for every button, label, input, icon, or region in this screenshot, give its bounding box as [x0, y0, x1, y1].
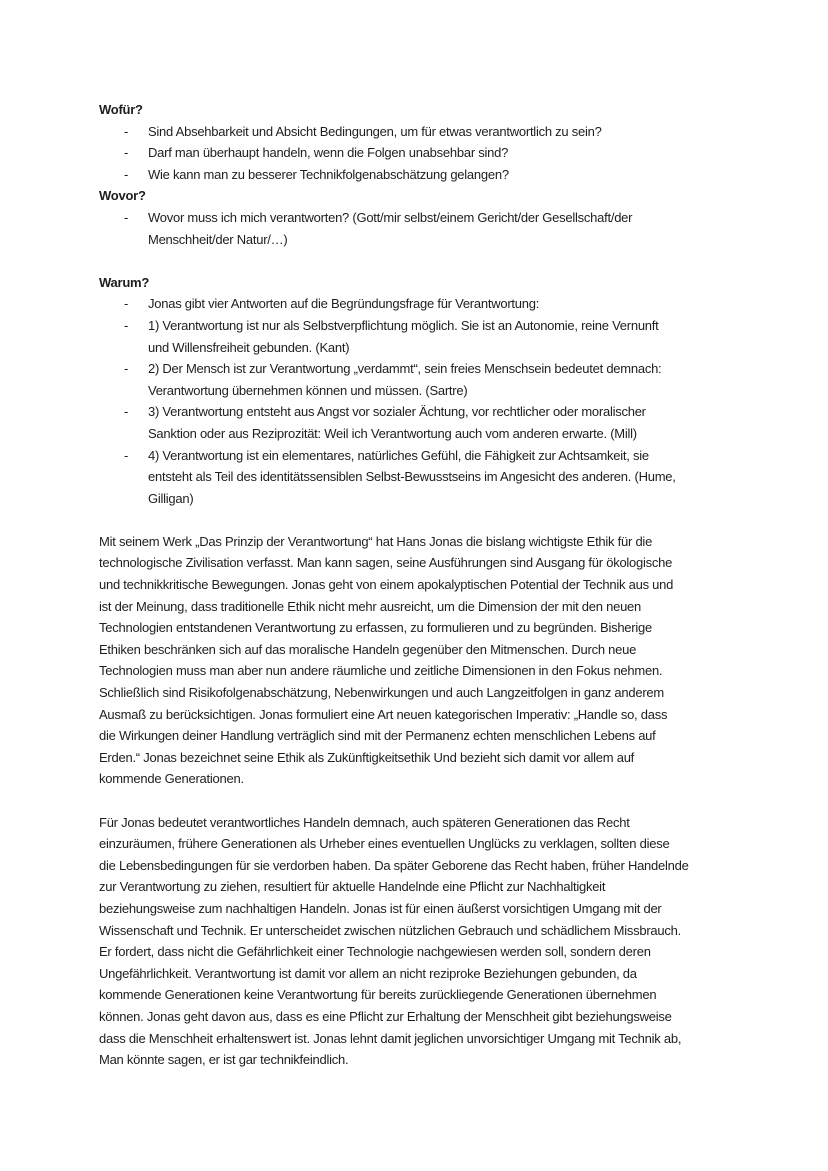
paragraph-line: beziehungsweise zum nachhaltigen Handeln. Jonas ist für einen äußerst vorsichtigen Umgang mit der — [99, 900, 662, 916]
bullet-item — [99, 401, 689, 444]
paragraph-line: ist der Meinung, dass traditionelle Ethik nicht mehr ausreicht, um die Dimension der mit den neuen — [99, 598, 642, 614]
bullet-dash: - — [124, 123, 129, 139]
paragraph-line: dass die Menschheit erhaltenswert ist. Jonas lehnt damit jeglichen unvorsichtiger Umgang mit Technik ab, — [99, 1030, 682, 1046]
bullet-item — [99, 315, 689, 358]
section-1 — [99, 185, 689, 250]
section-2 — [99, 272, 689, 510]
bullet-line — [99, 207, 689, 229]
bullet-item — [99, 121, 689, 143]
paragraph-line: die Wirkungen deiner Handlung verträglich sind mit der Permanenz echten menschlichen Lebens auf — [99, 728, 656, 744]
bullet-line — [99, 315, 689, 337]
paragraph-0 — [99, 531, 689, 790]
paragraph-line: und technikkritische Bewegungen. Jonas geht von einem apokalyptischen Potential der Technik aus und — [99, 577, 674, 593]
blank-line — [99, 509, 689, 531]
paragraph-line: Ethiken beschränken sich auf das moralische Handeln gegenüber den Mitmenschen. Durch neue — [99, 641, 637, 657]
bullet-text: 4) Verantwortung ist ein elementares, natürliches Gefühl, die Fähigkeit zur Achtsamkeit, sie — [148, 447, 649, 463]
bullet-text: 1) Verantwortung ist nur als Selbstverpflichtung möglich. Sie ist an Autonomie, reine Vernunft — [148, 317, 659, 333]
bullet-line — [99, 423, 689, 445]
bullet-line — [99, 142, 689, 164]
bullet-line — [99, 164, 689, 186]
bullet-dash: - — [124, 296, 129, 312]
bullet-text: Menschheit/der Natur/…) — [148, 231, 288, 247]
section-heading: Warum? — [99, 274, 150, 290]
bullet-item — [99, 358, 689, 401]
section-heading: Wofür? — [99, 102, 143, 117]
document-page — [99, 99, 689, 1071]
paragraph-line: kommende Generationen keine Verantwortung für bereits zurückliegende Generationen übernehmen — [99, 987, 657, 1003]
bullet-text: Wie kann man zu besserer Technikfolgenabschätzung gelangen? — [148, 166, 509, 182]
paragraph-line: Technologien muss man aber nun andere räumliche und zeitliche Dimensionen in den Fokus nehmen. — [99, 663, 663, 679]
paragraph-line: Wissenschaft und Technik. Er unterscheidet zwischen nützlichen Gebrauch und schädlichem Missbrauch. — [99, 922, 681, 938]
paragraph-line: Er fordert, dass nicht die Gefährlichkeit einer Technologie nachgewiesen werden soll, sondern deren — [99, 944, 651, 960]
paragraph-line: zur Verantwortung zu ziehen, resultiert für aktuelle Handelnde eine Pflicht zur Nachhaltigkeit — [99, 879, 606, 895]
bullet-dash: - — [124, 447, 129, 463]
paragraph-line: Technologien entstandenen Verantwortung zu erfassen, zu formulieren und zu begründen. Bisherige — [99, 620, 652, 636]
bullet-dash: - — [124, 145, 129, 161]
bullet-item — [99, 164, 689, 186]
paragraph-line: die Lebensbedingungen für sie verdorben haben. Da später Geborene das Recht haben, früher Handelnde — [99, 857, 689, 873]
paragraph-line: Mit seinem Werk „Das Prinzip der Verantwortung“ hat Hans Jonas die bislang wichtigste Ethik für die — [99, 533, 653, 549]
bullet-text: Jonas gibt vier Antworten auf die Begründungsfrage für Verantwortung: — [148, 296, 540, 312]
bullet-dash: - — [124, 317, 129, 333]
bullet-line — [99, 401, 689, 423]
bullet-item — [99, 293, 689, 315]
bullet-text: Darf man überhaupt handeln, wenn die Folgen unabsehbar sind? — [148, 145, 509, 161]
paragraph-line: technologische Zivilisation verfasst. Man kann sagen, seine Ausführungen sind Ausgang für ökologische — [99, 555, 673, 571]
paragraph-1 — [99, 812, 689, 1071]
paragraph-line: Für Jonas bedeutet verantwortliches Handeln demnach, auch späteren Generationen das Recht — [99, 814, 630, 830]
bullet-dash: - — [124, 404, 129, 420]
paragraph-line: einzuräumen, frühere Generationen als Urheber eines eventuellen Unglücks zu verklagen, sollten diese — [99, 836, 670, 852]
bullet-line — [99, 229, 689, 251]
bullet-text: 3) Verantwortung entsteht aus Angst vor sozialer Ächtung, vor rechtlicher oder moralischer — [148, 404, 646, 420]
bullet-text: Sanktion oder aus Reziprozität: Weil ich Verantwortung auch vom anderen erwarte. (Mill) — [148, 425, 637, 441]
bullet-line — [99, 358, 689, 380]
bullet-text: Wovor muss ich mich verantworten? (Gott/mir selbst/einem Gericht/der Gesellschaft/der — [148, 209, 633, 225]
bullet-line — [99, 445, 689, 467]
bullet-text: Verantwortung übernehmen können und müssen. (Sartre) — [148, 382, 468, 398]
bullet-line — [99, 293, 689, 315]
bullet-text: Gilligan) — [148, 490, 194, 506]
paragraph-line: können. Jonas geht davon aus, dass es eine Pflicht zur Erhaltung der Menschheit gibt beziehungsweise — [99, 1008, 672, 1024]
paragraph-line: Ausmaß zu berücksichtigen. Jonas formuliert eine Art neuen kategorischen Imperativ: „Handle so, dass — [99, 706, 668, 722]
bullet-item — [99, 142, 689, 164]
bullet-item — [99, 445, 689, 510]
bullet-item — [99, 207, 689, 250]
bullet-text: und Willensfreiheit gebunden. (Kant) — [148, 339, 350, 355]
blank-line — [99, 250, 689, 272]
bullet-dash: - — [124, 209, 129, 225]
bullet-line — [99, 466, 689, 488]
bullet-text: Sind Absehbarkeit und Absicht Bedingungen, um für etwas verantwortlich zu sein? — [148, 123, 602, 139]
bullet-text: 2) Der Mensch ist zur Verantwortung „verdammt“, sein freies Menschsein bedeutet demnach: — [148, 361, 662, 377]
paragraph-line: Ungefährlichkeit. Verantwortung ist damit vor allem an nicht reziproke Beziehungen gebunden, da — [99, 965, 637, 981]
paragraph-line: Erden.“ Jonas bezeichnet seine Ethik als Zukünftigkeitsethik Und bezieht sich damit vor allem auf — [99, 749, 635, 765]
section-heading: Wovor? — [99, 188, 146, 204]
bullet-line — [99, 488, 689, 510]
paragraph-line: Man könnte sagen, er ist gar technikfeindlich. — [99, 1052, 349, 1068]
blank-line — [99, 790, 689, 812]
paragraph-line: kommende Generationen. — [99, 771, 244, 787]
bullet-dash: - — [124, 166, 129, 182]
bullet-text: entsteht als Teil des identitätssensiblen Selbst-Bewusstseins im Angesicht des anderen. (Hume, — [148, 469, 676, 485]
paragraph-line: Schließlich sind Risikofolgenabschätzung, Nebenwirkungen und auch Langzeitfolgen in ganz anderem — [99, 685, 664, 701]
bullet-line — [99, 121, 689, 143]
section-0 — [99, 99, 689, 185]
bullet-line — [99, 337, 689, 359]
bullet-line — [99, 380, 689, 402]
bullet-dash: - — [124, 361, 129, 377]
